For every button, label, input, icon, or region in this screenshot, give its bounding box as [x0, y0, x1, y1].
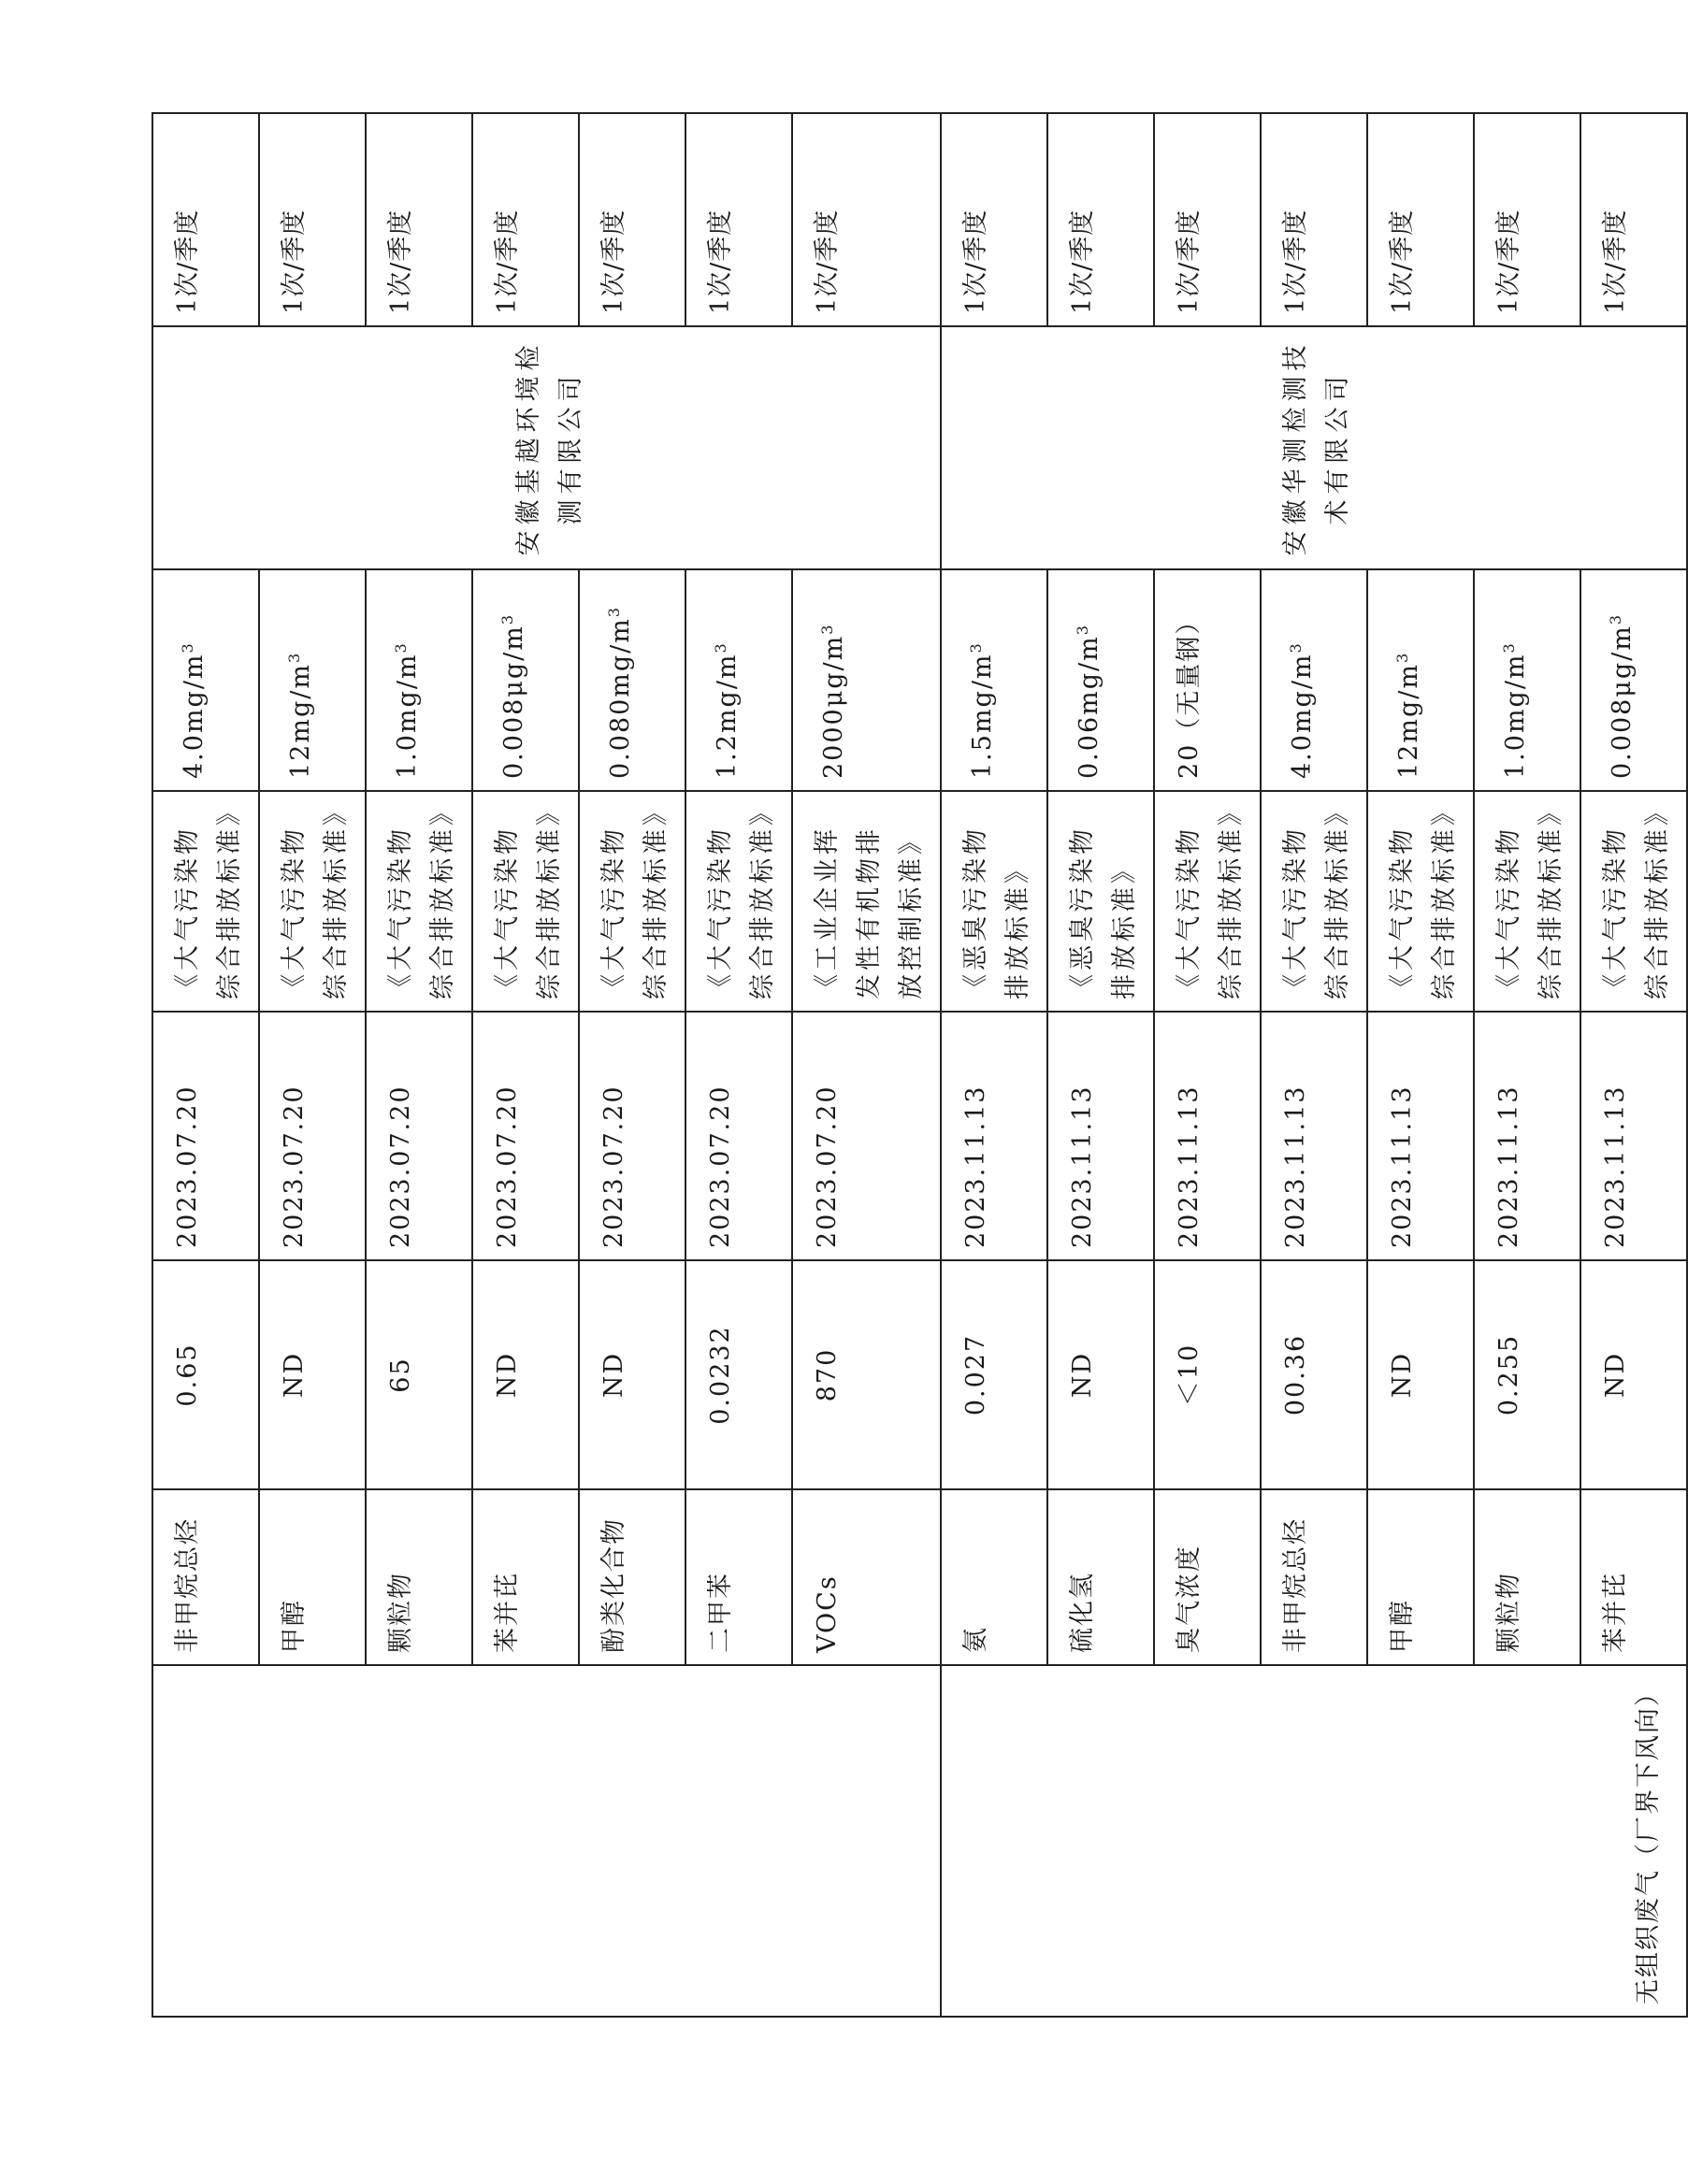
limit-value: 1.5mg/m: [968, 653, 997, 779]
standard-cell: 《大气污染物综合排放标准》: [152, 791, 259, 1012]
limit-cell: [472, 569, 579, 791]
result-cell: ND: [1367, 1260, 1474, 1489]
limit-value: 0.080mg/m: [606, 617, 635, 779]
item-cell: 苯并芘: [472, 1489, 579, 1665]
monitoring-table: [151, 112, 1688, 2018]
limit-value: 0.008μg/m: [499, 625, 528, 779]
frequency-cell: 1次/季度: [579, 113, 685, 326]
item-cell: 颗粒物: [1474, 1489, 1580, 1665]
frequency-cell: 1次/季度: [472, 113, 579, 326]
unit-exponent: 3: [818, 623, 836, 635]
frequency-cell: 1次/季度: [685, 113, 792, 326]
limit-cell: [685, 569, 792, 791]
standard-cell: 《大气污染物综合排放标准》: [1474, 791, 1580, 1012]
table-row: [152, 113, 259, 2017]
date-cell: 2023.11.13: [941, 1012, 1047, 1260]
date-cell: 2023.07.20: [152, 1012, 259, 1260]
item-cell: 甲醇: [1367, 1489, 1474, 1665]
date-cell: 2023.07.20: [792, 1012, 941, 1260]
unit-exponent: 3: [392, 641, 410, 654]
result-cell: 0.65: [152, 1260, 259, 1489]
frequency-cell: 1次/季度: [366, 113, 472, 326]
item-cell: 硫化氢: [1047, 1489, 1154, 1665]
limit-value: 0.06mg/m: [1075, 635, 1104, 779]
date-cell: 2023.11.13: [1367, 1012, 1474, 1260]
date-cell: 2023.07.20: [579, 1012, 685, 1260]
item-cell: 臭气浓度: [1154, 1489, 1261, 1665]
frequency-cell: 1次/季度: [1474, 113, 1580, 326]
date-cell: 2023.11.13: [1154, 1012, 1261, 1260]
frequency-cell: 1次/季度: [1047, 113, 1154, 326]
date-cell: 2023.11.13: [1261, 1012, 1367, 1260]
result-cell: 0.0232: [685, 1260, 792, 1489]
standard-cell: 《大气污染物综合排放标准》: [472, 791, 579, 1012]
item-cell: 非甲烷总烃: [1261, 1489, 1367, 1665]
result-cell: ND: [579, 1260, 685, 1489]
standard-cell: 《大气污染物综合排放标准》: [1580, 791, 1687, 1012]
limit-value: 1.2mg/m: [713, 653, 742, 779]
date-cell: 2023.11.13: [1474, 1012, 1580, 1260]
unit-exponent: 3: [285, 651, 303, 664]
limit-value: 1.0mg/m: [1501, 653, 1530, 779]
unit-exponent: 3: [1393, 651, 1411, 664]
limit-cell: [152, 569, 259, 791]
limit-cell: [941, 569, 1047, 791]
limit-value: 12mg/m: [286, 663, 315, 779]
standard-cell: 《恶臭污染物排放标准》: [941, 791, 1047, 1012]
item-cell: 酚类化合物: [579, 1489, 685, 1665]
limit-value: 12mg/m: [1394, 663, 1423, 779]
date-cell: 2023.11.13: [1580, 1012, 1687, 1260]
date-cell: 2023.07.20: [685, 1012, 792, 1260]
limit-cell: [1474, 569, 1580, 791]
standard-cell: 《大气污染物综合排放标准》: [685, 791, 792, 1012]
limit-value: 20（无量钢）: [1175, 607, 1204, 779]
result-cell: 0.027: [941, 1260, 1047, 1489]
limit-value: 4.0mg/m: [1288, 653, 1317, 779]
frequency-cell: 1次/季度: [152, 113, 259, 326]
unit-exponent: 3: [1287, 641, 1305, 654]
result-cell: ND: [1580, 1260, 1687, 1489]
limit-cell: [579, 569, 685, 791]
limit-value: 4.0mg/m: [180, 653, 209, 779]
limit-value: 0.008μg/m: [1608, 625, 1637, 779]
result-cell: ＜10: [1154, 1260, 1261, 1489]
date-cell: 2023.07.20: [472, 1012, 579, 1260]
result-cell: 0.255: [1474, 1260, 1580, 1489]
frequency-cell: 1次/季度: [259, 113, 366, 326]
category-cell: 无组织废气（厂界下风向）: [941, 1665, 1687, 2017]
table-row: [941, 113, 1047, 2017]
limit-cell: [1580, 569, 1687, 791]
item-cell: 颗粒物: [366, 1489, 472, 1665]
lab-cell: 安徽华测检测技术有限公司: [941, 326, 1687, 569]
item-cell: VOCs: [792, 1489, 941, 1665]
result-cell: 00.36: [1261, 1260, 1367, 1489]
date-cell: 2023.11.13: [1047, 1012, 1154, 1260]
frequency-cell: 1次/季度: [1154, 113, 1261, 326]
unit-exponent: 3: [1607, 612, 1624, 625]
category-cell: [152, 1665, 941, 2017]
result-cell: ND: [472, 1260, 579, 1489]
limit-cell: [1261, 569, 1367, 791]
frequency-cell: 1次/季度: [1580, 113, 1687, 326]
item-cell: 甲醇: [259, 1489, 366, 1665]
result-cell: 870: [792, 1260, 941, 1489]
standard-cell: 《大气污染物综合排放标准》: [1261, 791, 1367, 1012]
unit-exponent: 3: [712, 641, 729, 654]
standard-cell: 《工业企业挥发性有机物排放控制标准》: [792, 791, 941, 1012]
date-cell: 2023.07.20: [259, 1012, 366, 1260]
unit-exponent: 3: [498, 612, 516, 625]
unit-exponent: 3: [967, 641, 985, 654]
result-cell: ND: [1047, 1260, 1154, 1489]
limit-cell: [1047, 569, 1154, 791]
unit-exponent: 3: [605, 605, 623, 618]
unit-exponent: 3: [1500, 641, 1518, 654]
limit-cell: [366, 569, 472, 791]
frequency-cell: 1次/季度: [1367, 113, 1474, 326]
limit-cell: [1367, 569, 1474, 791]
item-cell: 非甲烷总烃: [152, 1489, 259, 1665]
unit-exponent: 3: [179, 641, 196, 654]
frequency-cell: 1次/季度: [941, 113, 1047, 326]
standard-cell: 《大气污染物综合排放标准》: [366, 791, 472, 1012]
standard-cell: 《大气污染物综合排放标准》: [1367, 791, 1474, 1012]
lab-cell: 安徽基越环境检测有限公司: [152, 326, 941, 569]
limit-cell: [1154, 569, 1261, 791]
frequency-cell: 1次/季度: [792, 113, 941, 326]
item-cell: 苯并芘: [1580, 1489, 1687, 1665]
standard-cell: 《大气污染物综合排放标准》: [579, 791, 685, 1012]
standard-cell: 《大气污染物综合排放标准》: [259, 791, 366, 1012]
limit-value: 2000μg/m: [819, 634, 848, 779]
unit-exponent: 3: [1074, 624, 1091, 636]
item-cell: 二甲苯: [685, 1489, 792, 1665]
limit-cell: [792, 569, 941, 791]
limit-value: 1.0mg/m: [393, 653, 422, 779]
limit-cell: [259, 569, 366, 791]
standard-cell: 《大气污染物综合排放标准》: [1154, 791, 1261, 1012]
result-cell: 65: [366, 1260, 472, 1489]
result-cell: ND: [259, 1260, 366, 1489]
item-cell: 氨: [941, 1489, 1047, 1665]
frequency-cell: 1次/季度: [1261, 113, 1367, 326]
standard-cell: 《恶臭污染物排放标准》: [1047, 791, 1154, 1012]
date-cell: 2023.07.20: [366, 1012, 472, 1260]
